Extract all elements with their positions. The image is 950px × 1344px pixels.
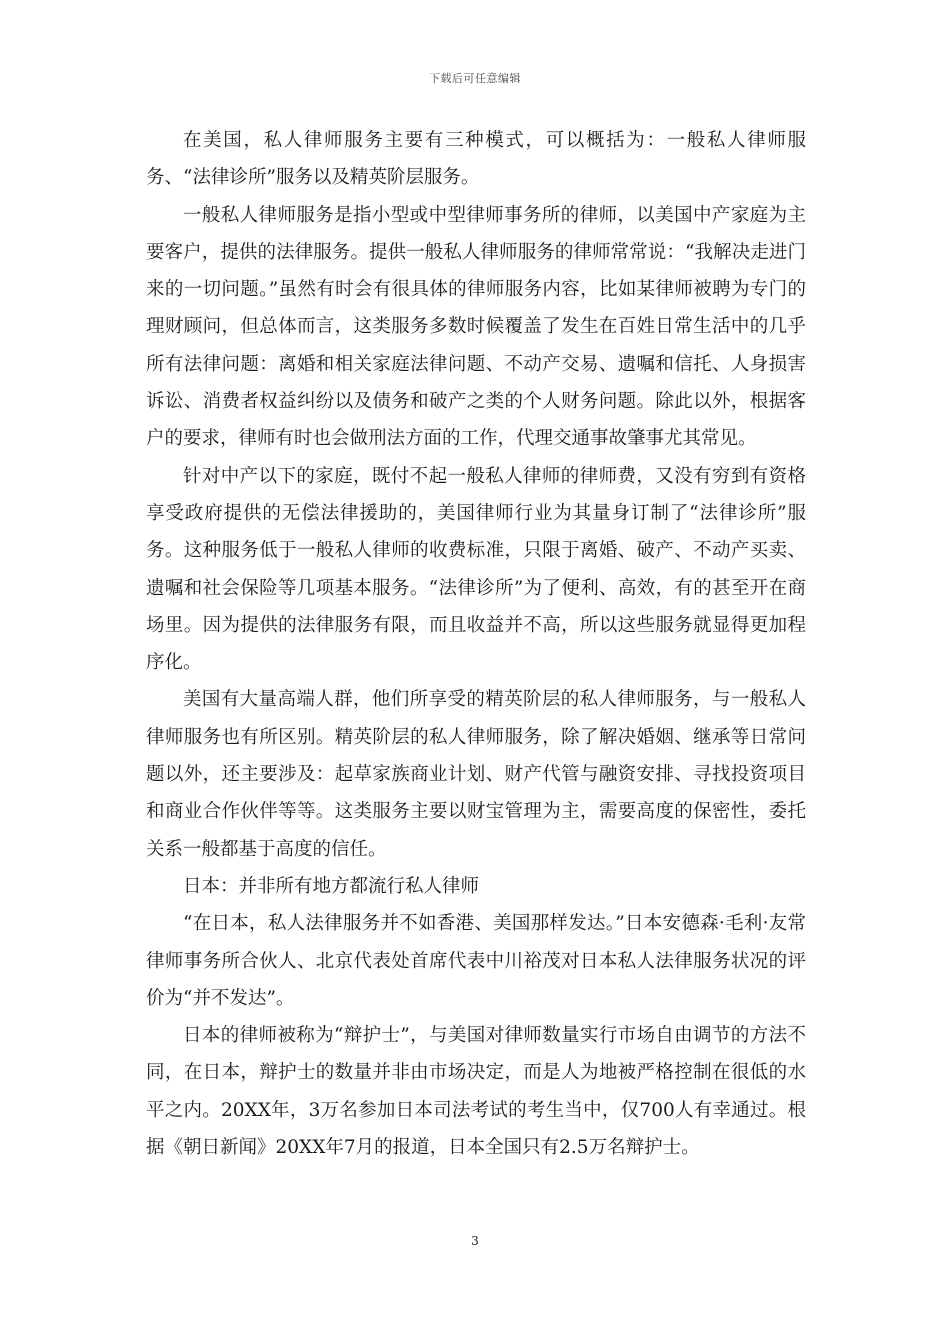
paragraph-elite-service: 美国有大量高端人群，他们所享受的精英阶层的私人律师服务，与一般私人律师服务也有所区别。精英阶层的私人律师服务，除了解决婚姻、继承等日常问题以外，还主要涉及：起草家族商业计划、财产代管与融资安排、寻找投资项目和商业合作伙伴等等。这类服务主要以财宝管理为主，需要高度的保密性，委托关系一般都基于高度的信任。	[146, 689, 806, 860]
paragraph-us-overview: 在美国，私人律师服务主要有三种模式，可以概括为：一般私人律师服务、“法律诊所”服务以及精英阶层服务。	[146, 130, 806, 189]
paragraph-japan-quote: “在日本，私人法律服务并不如香港、美国那样发达。”日本安德森·毛利·友常律师事务所合伙人、北京代表处首席代表中川裕茂对日本私人法律服务状况的评价为“并不发达”。	[146, 913, 806, 1009]
page-number: 3	[471, 1234, 479, 1248]
paragraph-japan-bengoshi: 日本的律师被称为“辩护士”，与美国对律师数量实行市场自由调节的方法不同，在日本，辩护士的数量并非由市场决定，而是人为地被严格控制在很低的水平之内。20XX年，3万名参加日本司法考试的考生当中，仅700人有幸通过。根据《朝日新闻》20XX年7月的报道，日本全国只有2.5万名辩护士。	[146, 1025, 806, 1159]
document-body	[146, 122, 806, 1166]
paragraph-legal-clinic: 针对中产以下的家庭，既付不起一般私人律师的律师费，又没有穷到有资格享受政府提供的无偿法律援助的，美国律师行业为其量身订制了“法律诊所”服务。这种服务低于一般私人律师的收费标准，只限于离婚、破产、不动产买卖、遗嘱和社会保险等几项基本服务。“法律诊所”为了便利、高效，有的甚至开在商场里。因为提供的法律服务有限，而且收益并不高，所以这些服务就显得更加程序化。	[146, 465, 806, 674]
paragraph-general-private-lawyer: 一般私人律师服务是指小型或中型律师事务所的律师，以美国中产家庭为主要客户，提供的法律服务。提供一般私人律师服务的律师常常说：“我解决走进门来的一切问题。”虽然有时会有很具体的律师服务内容，比如某律师被聘为专门的理财顾问，但总体而言，这类服务多数时候覆盖了发生在百姓日常生活中的几乎所有法律问题：离婚和相关家庭法律问题、不动产交易、遗嘱和信托、人身损害诉讼、消费者权益纠纷以及债务和破产之类的个人财务问题。除此以外，根据客户的要求，律师有时也会做刑法方面的工作，代理交通事故肇事尤其常见。	[146, 204, 806, 450]
section-heading-japan: 日本：并非所有地方都流行私人律师	[183, 875, 480, 897]
page-header: 下载后可任意编辑	[429, 72, 521, 85]
